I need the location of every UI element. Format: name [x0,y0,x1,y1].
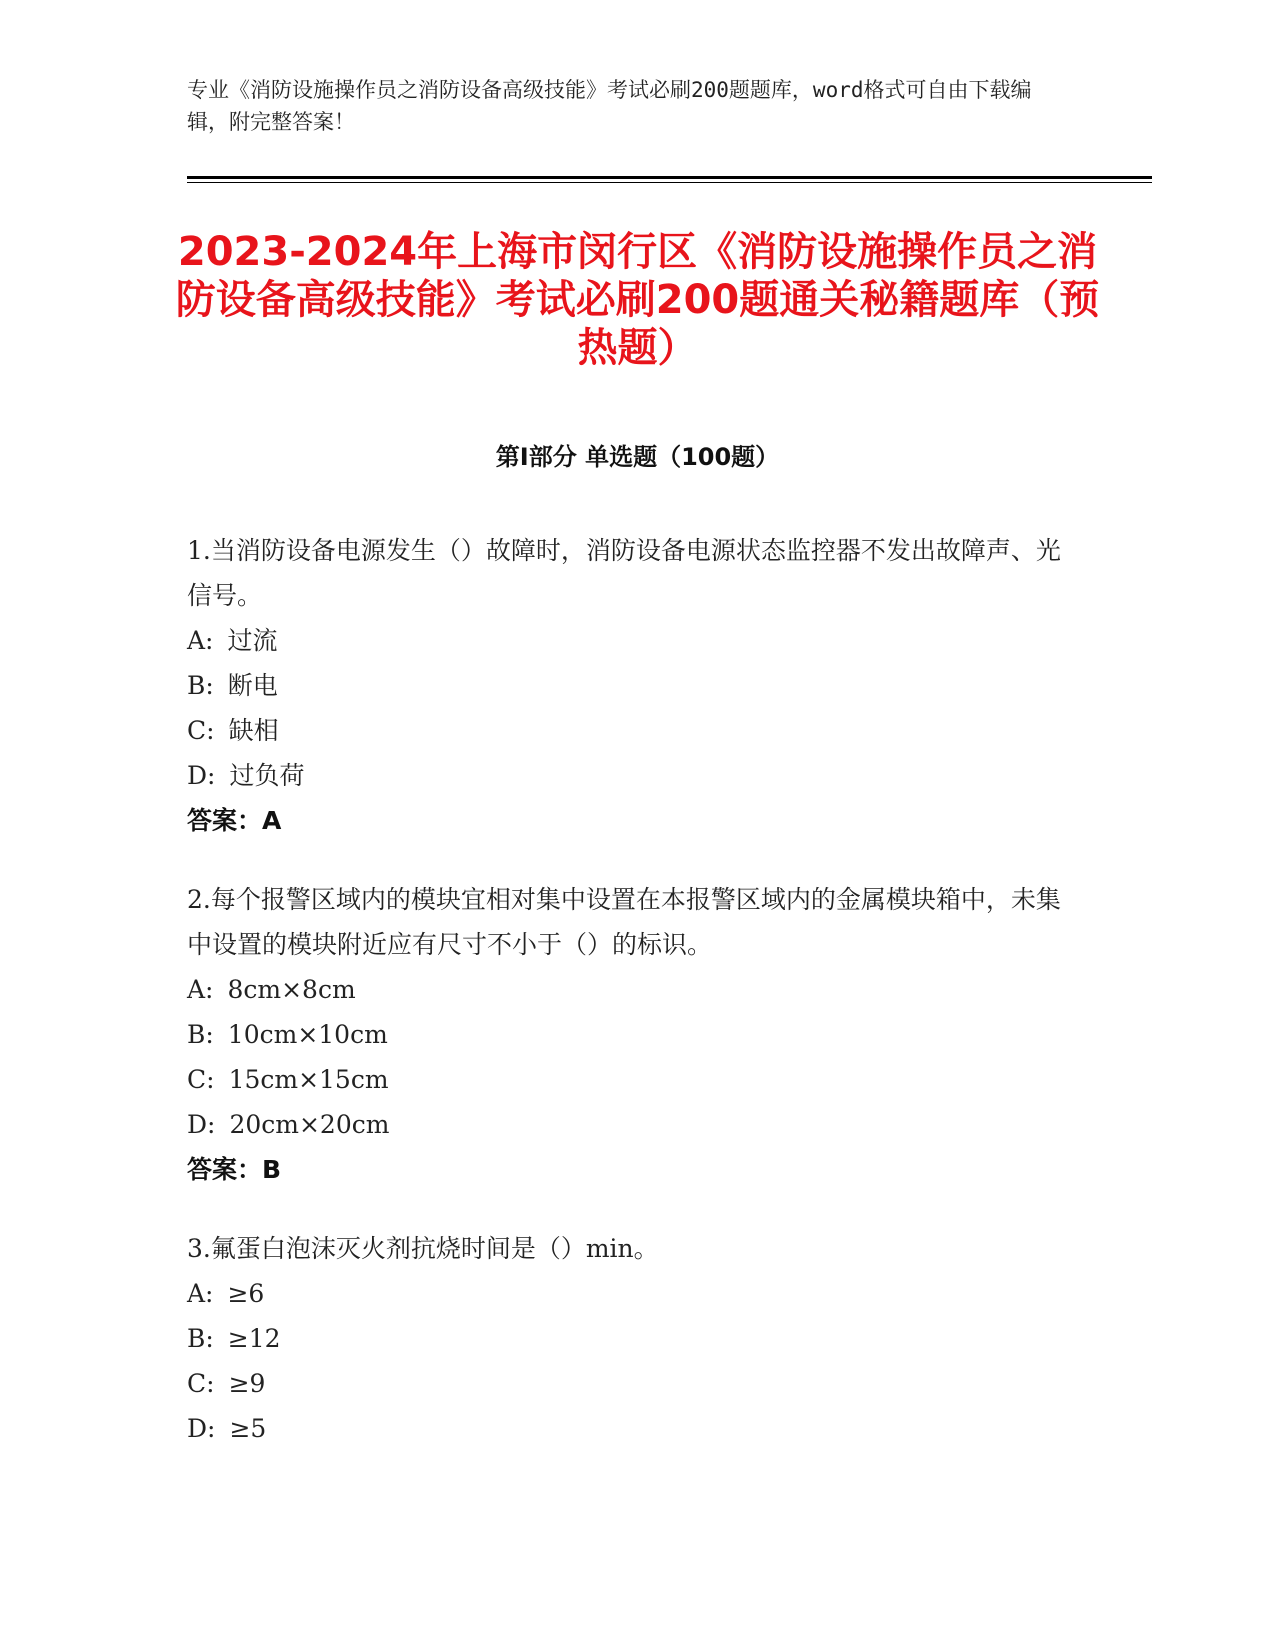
header-divider-thin [187,182,1152,183]
option-label: D: [187,1110,216,1139]
option-c [187,1057,1067,1102]
option-d [187,1102,1067,1147]
question-stem: 3.氟蛋白泡沫灭火剂抗烧时间是（）min。 [187,1234,659,1263]
option-c [187,1361,1067,1406]
answer-line: 答案：A [187,806,282,835]
option-text: ≥6 [227,1279,265,1308]
option-text: 15cm×15cm [228,1065,389,1094]
option-a [187,618,1067,663]
option-text: ≥9 [228,1369,266,1398]
question-2 [187,877,1067,1192]
option-label: C: [187,1369,215,1398]
answer-line: 答案：B [187,1155,282,1184]
header-divider-thick [187,176,1152,179]
option-label: C: [187,716,215,745]
option-text: 10cm×10cm [227,1020,388,1049]
question-list [187,528,1067,1485]
option-label: D: [187,1414,216,1443]
option-label: C: [187,1065,215,1094]
section-heading: 第Ⅰ部分 单选题（100题） [495,443,780,471]
option-label: B: [187,1020,214,1049]
question-stem: 1.当消防设备电源发生（）故障时，消防设备电源状态监控器不发出故障声、光信号。 [187,536,1061,610]
option-label: D: [187,761,216,790]
option-text: ≥5 [229,1414,267,1443]
option-a [187,967,1067,1012]
option-text: 20cm×20cm [229,1110,390,1139]
option-label: A: [187,975,214,1004]
option-d [187,1406,1067,1451]
option-c [187,708,1067,753]
question-1 [187,528,1067,843]
option-text: 缺相 [228,716,279,745]
option-d [187,753,1067,798]
option-text: ≥12 [227,1324,281,1353]
option-label: A: [187,626,214,655]
option-text: 断电 [227,671,278,700]
option-label: A: [187,1279,214,1308]
option-b [187,663,1067,708]
option-label: B: [187,671,214,700]
option-a [187,1271,1067,1316]
document-title: 2023-2024年上海市闵行区《消防设施操作员之消防设备高级技能》考试必刷200题通关秘籍题库（预热题） [175,229,1100,371]
option-b [187,1316,1067,1361]
question-3 [187,1226,1067,1451]
option-text: 过负荷 [229,761,305,790]
option-label: B: [187,1324,214,1353]
option-b [187,1012,1067,1057]
question-stem: 2.每个报警区域内的模块宜相对集中设置在本报警区域内的金属模块箱中，未集中设置的模块附近应有尺寸不小于（）的标识。 [187,885,1061,959]
option-text: 过流 [227,626,278,655]
option-text: 8cm×8cm [227,975,356,1004]
header-note: 专业《消防设施操作员之消防设备高级技能》考试必刷200题题库，word格式可自由下载编辑，附完整答案！ [187,78,1032,134]
